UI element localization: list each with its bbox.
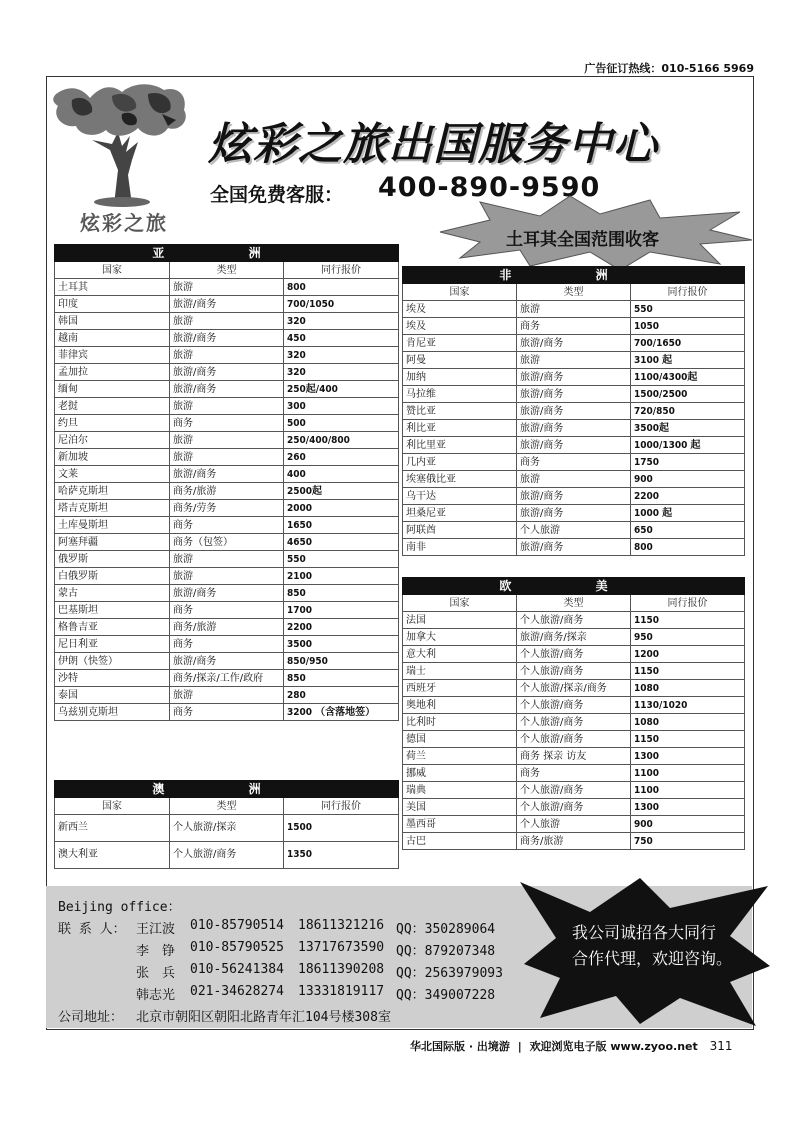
country-cell: 几内亚 (403, 454, 517, 471)
table-row (55, 687, 399, 704)
type-cell: 个人旅游 (517, 522, 631, 539)
price-cell: 320 (284, 364, 399, 381)
country-cell: 瑞士 (403, 663, 517, 680)
price-cell: 1100 (631, 765, 745, 782)
country-cell: 老挝 (55, 398, 170, 415)
type-cell: 商务 探亲 访友 (517, 748, 631, 765)
table-row (403, 505, 745, 522)
price-cell: 1080 (631, 714, 745, 731)
footer-publication: 华北国际版 · 出境游 (410, 1040, 510, 1053)
col-price: 同行报价 (284, 798, 399, 815)
country-cell: 文莱 (55, 466, 170, 483)
type-cell: 旅游/商务 (170, 381, 284, 398)
contact-phone: 021-34628274 (190, 984, 284, 999)
type-cell: 个人旅游/商务 (517, 782, 631, 799)
type-cell: 旅游/商务 (517, 335, 631, 352)
price-cell: 800 (284, 279, 399, 296)
table-row (403, 318, 745, 335)
price-cell: 1100/4300起 (631, 369, 745, 386)
table-row (55, 568, 399, 585)
country-cell: 越南 (55, 330, 170, 347)
type-cell: 旅游 (170, 551, 284, 568)
price-cell: 800 (631, 539, 745, 556)
price-cell: 300 (284, 398, 399, 415)
table-row (403, 799, 745, 816)
type-cell: 旅游/商务 (170, 653, 284, 670)
price-cell: 1080 (631, 680, 745, 697)
table-row (403, 369, 745, 386)
table-row (403, 522, 745, 539)
type-cell: 个人旅游/商务 (170, 842, 284, 869)
type-cell: 旅游/商务 (517, 403, 631, 420)
type-cell: 商务/探亲/工作/政府 (170, 670, 284, 687)
price-cell: 320 (284, 313, 399, 330)
country-cell: 美国 (403, 799, 517, 816)
europe-title: 欧 美 (403, 578, 745, 595)
recruit-line-1: 我公司诚招各大同行 (572, 923, 717, 942)
country-cell: 缅甸 (55, 381, 170, 398)
hotline-label: 全国免费客服： (210, 184, 344, 206)
country-cell: 马拉维 (403, 386, 517, 403)
price-cell: 900 (631, 816, 745, 833)
footer-separator: | (517, 1040, 522, 1053)
table-row (55, 619, 399, 636)
type-cell: 商务 (170, 704, 284, 721)
price-cell: 400 (284, 466, 399, 483)
address-label: 公司地址： (58, 1010, 124, 1025)
table-row (55, 313, 399, 330)
type-cell: 商务（包签） (170, 534, 284, 551)
price-cell: 1700 (284, 602, 399, 619)
table-row (403, 731, 745, 748)
table-row (403, 488, 745, 505)
table-row (55, 415, 399, 432)
type-cell: 旅游 (170, 449, 284, 466)
price-cell: 2500起 (284, 483, 399, 500)
country-cell: 加拿大 (403, 629, 517, 646)
address: 北京市朝阳区朝阳北路青年汇104号楼308室 (136, 1010, 391, 1025)
type-cell: 旅游/商务 (517, 505, 631, 522)
table-row (55, 330, 399, 347)
country-cell: 埃及 (403, 301, 517, 318)
price-cell: 1500 (284, 815, 399, 842)
type-cell: 个人旅游/商务 (517, 799, 631, 816)
recruit-line-2: 合作代理，欢迎咨询。 (572, 949, 733, 968)
country-cell: 尼泊尔 (55, 432, 170, 449)
country-cell: 蒙古 (55, 585, 170, 602)
price-cell: 1130/1020 (631, 697, 745, 714)
country-cell: 菲律宾 (55, 347, 170, 364)
price-cell: 1000/1300 起 (631, 437, 745, 454)
price-cell: 280 (284, 687, 399, 704)
price-cell: 850 (284, 585, 399, 602)
turkey-notice: 土耳其全国范围收客 (506, 230, 659, 250)
country-cell: 巴基斯坦 (55, 602, 170, 619)
country-cell: 尼日利亚 (55, 636, 170, 653)
price-cell: 1750 (631, 454, 745, 471)
col-type: 类型 (517, 284, 631, 301)
type-cell: 旅游/商务 (170, 466, 284, 483)
contact-qq: QQ：349007228 (396, 988, 496, 1003)
type-cell: 商务 (170, 415, 284, 432)
country-cell: 土库曼斯坦 (55, 517, 170, 534)
table-row (403, 612, 745, 629)
type-cell: 旅游 (517, 301, 631, 318)
price-cell: 700/1650 (631, 335, 745, 352)
table-row (55, 551, 399, 568)
country-cell: 澳大利亚 (55, 842, 170, 869)
table-row (403, 646, 745, 663)
type-cell: 旅游/商务 (517, 437, 631, 454)
country-cell: 乌干达 (403, 488, 517, 505)
type-cell: 旅游 (517, 471, 631, 488)
table-row (55, 534, 399, 551)
price-cell: 1350 (284, 842, 399, 869)
type-cell: 个人旅游/探亲 (170, 815, 284, 842)
country-cell: 墨西哥 (403, 816, 517, 833)
type-cell: 个人旅游/探亲/商务 (517, 680, 631, 697)
table-row (55, 653, 399, 670)
country-cell: 泰国 (55, 687, 170, 704)
type-cell: 商务/旅游 (170, 483, 284, 500)
col-price: 同行报价 (631, 284, 745, 301)
type-cell: 旅游 (170, 568, 284, 585)
table-row (55, 432, 399, 449)
table-row (403, 420, 745, 437)
contact-qq: QQ：879207348 (396, 944, 496, 959)
contact-qq: QQ：2563979093 (396, 966, 503, 981)
table-row (403, 301, 745, 318)
country-cell: 法国 (403, 612, 517, 629)
footer (410, 1038, 733, 1054)
table-row (403, 833, 745, 850)
price-cell: 720/850 (631, 403, 745, 420)
price-cell: 900 (631, 471, 745, 488)
price-cell: 250起/400 (284, 381, 399, 398)
type-cell: 商务 (170, 602, 284, 619)
price-cell: 260 (284, 449, 399, 466)
contact-mobile: 13331819117 (298, 984, 385, 999)
contact-qq: QQ：350289064 (396, 922, 496, 937)
type-cell: 商务 (170, 636, 284, 653)
country-cell: 阿联酋 (403, 522, 517, 539)
country-cell: 沙特 (55, 670, 170, 687)
price-cell: 650 (631, 522, 745, 539)
table-row (403, 697, 745, 714)
contact-name: 韩志光 (136, 988, 176, 1003)
country-cell: 利比亚 (403, 420, 517, 437)
europe-table (402, 577, 745, 850)
type-cell: 商务/旅游 (170, 619, 284, 636)
type-cell: 商务 (170, 517, 284, 534)
price-cell: 2200 (284, 619, 399, 636)
ad-hotline: 广告征订热线：010-5166 5969 (584, 62, 754, 75)
country-cell: 奥地利 (403, 697, 517, 714)
country-cell: 阿塞拜疆 (55, 534, 170, 551)
type-cell: 个人旅游/商务 (517, 612, 631, 629)
country-cell: 哈萨克斯坦 (55, 483, 170, 500)
type-cell: 商务 (517, 318, 631, 335)
price-cell: 1050 (631, 318, 745, 335)
type-cell: 旅游 (170, 398, 284, 415)
table-row (403, 352, 745, 369)
price-cell: 1500/2500 (631, 386, 745, 403)
table-row (55, 398, 399, 415)
table-row (403, 335, 745, 352)
country-cell: 白俄罗斯 (55, 568, 170, 585)
table-row (55, 704, 399, 721)
country-cell: 孟加拉 (55, 364, 170, 381)
col-country: 国家 (403, 595, 517, 612)
logo-text: 炫彩之旅 (80, 211, 168, 235)
price-cell: 1150 (631, 612, 745, 629)
price-cell: 320 (284, 347, 399, 364)
table-row (403, 471, 745, 488)
country-cell: 赞比亚 (403, 403, 517, 420)
price-cell: 1300 (631, 748, 745, 765)
country-cell: 土耳其 (55, 279, 170, 296)
col-country: 国家 (55, 798, 170, 815)
table-row (403, 437, 745, 454)
footer-invite: 欢迎浏览电子版 www.zyoo.net (529, 1040, 698, 1053)
type-cell: 旅游 (170, 279, 284, 296)
country-cell: 比利时 (403, 714, 517, 731)
table-row (403, 765, 745, 782)
country-cell: 坦桑尼亚 (403, 505, 517, 522)
oceania-table (54, 780, 399, 869)
country-cell: 利比里亚 (403, 437, 517, 454)
type-cell: 旅游 (170, 687, 284, 704)
table-row (55, 279, 399, 296)
price-cell: 750 (631, 833, 745, 850)
country-cell: 印度 (55, 296, 170, 313)
type-cell: 旅游/商务 (170, 330, 284, 347)
price-cell: 3100 起 (631, 352, 745, 369)
price-cell: 2000 (284, 500, 399, 517)
table-row (55, 483, 399, 500)
type-cell: 旅游/商务 (170, 296, 284, 313)
country-cell: 新西兰 (55, 815, 170, 842)
contact-name: 张 兵 (136, 966, 176, 981)
country-cell: 埃塞俄比亚 (403, 471, 517, 488)
office-heading: Beijing office： (58, 900, 181, 915)
contact-name: 李 铮 (136, 944, 176, 959)
price-cell: 950 (631, 629, 745, 646)
contact-phone: 010-85790525 (190, 940, 284, 955)
contact-mobile: 18611321216 (298, 918, 385, 933)
country-cell: 西班牙 (403, 680, 517, 697)
country-cell: 荷兰 (403, 748, 517, 765)
type-cell: 商务/劳务 (170, 500, 284, 517)
country-cell: 乌兹别克斯坦 (55, 704, 170, 721)
oceania-title: 澳 洲 (55, 781, 399, 798)
col-type: 类型 (170, 262, 284, 279)
table-row (55, 636, 399, 653)
price-cell: 850/950 (284, 653, 399, 670)
type-cell: 旅游/商务 (517, 488, 631, 505)
table-row (403, 403, 745, 420)
col-price: 同行报价 (284, 262, 399, 279)
price-cell: 2200 (631, 488, 745, 505)
contact-label: 联 系 人： (58, 922, 126, 937)
price-cell: 2100 (284, 568, 399, 585)
table-row (403, 748, 745, 765)
contact-name: 王江波 (136, 922, 176, 937)
price-cell: 1150 (631, 663, 745, 680)
type-cell: 旅游 (170, 432, 284, 449)
type-cell: 个人旅游/商务 (517, 663, 631, 680)
price-cell: 1300 (631, 799, 745, 816)
table-row (55, 670, 399, 687)
country-cell: 德国 (403, 731, 517, 748)
country-cell: 俄罗斯 (55, 551, 170, 568)
type-cell: 个人旅游/商务 (517, 714, 631, 731)
price-cell: 250/400/800 (284, 432, 399, 449)
country-cell: 肯尼亚 (403, 335, 517, 352)
table-row (403, 782, 745, 799)
type-cell: 旅游 (170, 347, 284, 364)
table-row (55, 815, 399, 842)
price-cell: 700/1050 (284, 296, 399, 313)
table-row (55, 364, 399, 381)
type-cell: 旅游 (517, 352, 631, 369)
price-cell: 550 (284, 551, 399, 568)
country-cell: 意大利 (403, 646, 517, 663)
table-row (55, 347, 399, 364)
page-number: 311 (709, 1039, 733, 1053)
table-row (55, 517, 399, 534)
asia-title: 亚 洲 (55, 245, 399, 262)
type-cell: 旅游/商务 (517, 386, 631, 403)
hotline-number: 400-890-9590 (378, 172, 601, 203)
table-row (55, 466, 399, 483)
price-cell: 850 (284, 670, 399, 687)
type-cell: 商务 (517, 454, 631, 471)
africa-title: 非 洲 (403, 267, 745, 284)
country-cell: 古巴 (403, 833, 517, 850)
country-cell: 新加坡 (55, 449, 170, 466)
country-cell: 阿曼 (403, 352, 517, 369)
type-cell: 旅游/商务 (517, 420, 631, 437)
table-row (55, 500, 399, 517)
country-cell: 挪威 (403, 765, 517, 782)
price-cell: 1150 (631, 731, 745, 748)
country-cell: 瑞典 (403, 782, 517, 799)
page-title: 炫彩之旅出国服务中心 (208, 119, 658, 170)
col-price: 同行报价 (631, 595, 745, 612)
table-row (403, 663, 745, 680)
country-cell: 塔吉克斯坦 (55, 500, 170, 517)
col-type: 类型 (517, 595, 631, 612)
type-cell: 商务/旅游 (517, 833, 631, 850)
table-row (55, 585, 399, 602)
price-cell: 3500 (284, 636, 399, 653)
table-row (403, 629, 745, 646)
col-type: 类型 (170, 798, 284, 815)
table-row (55, 449, 399, 466)
col-country: 国家 (55, 262, 170, 279)
type-cell: 旅游/商务 (517, 369, 631, 386)
country-cell: 韩国 (55, 313, 170, 330)
table-row (403, 680, 745, 697)
type-cell: 个人旅游 (517, 816, 631, 833)
price-cell: 550 (631, 301, 745, 318)
price-cell: 450 (284, 330, 399, 347)
country-cell: 约旦 (55, 415, 170, 432)
price-cell: 3200 （含落地签） (284, 704, 399, 721)
country-cell: 伊朗（快签） (55, 653, 170, 670)
price-cell: 500 (284, 415, 399, 432)
tree-logo-icon (52, 80, 192, 210)
type-cell: 个人旅游/商务 (517, 697, 631, 714)
table-row (55, 842, 399, 869)
table-row (55, 296, 399, 313)
table-row (403, 454, 745, 471)
contact-mobile: 18611390208 (298, 962, 385, 977)
type-cell: 商务 (517, 765, 631, 782)
country-cell: 埃及 (403, 318, 517, 335)
price-cell: 1650 (284, 517, 399, 534)
contact-phone: 010-85790514 (190, 918, 284, 933)
price-cell: 3500起 (631, 420, 745, 437)
table-row (403, 816, 745, 833)
type-cell: 个人旅游/商务 (517, 646, 631, 663)
price-cell: 4650 (284, 534, 399, 551)
col-country: 国家 (403, 284, 517, 301)
price-cell: 1000 起 (631, 505, 745, 522)
country-cell: 格鲁吉亚 (55, 619, 170, 636)
table-row (403, 539, 745, 556)
type-cell: 旅游/商务 (170, 585, 284, 602)
asia-table (54, 244, 399, 721)
country-cell: 加纳 (403, 369, 517, 386)
contact-mobile: 13717673590 (298, 940, 385, 955)
type-cell: 旅游/商务 (517, 539, 631, 556)
contact-phone: 010-56241384 (190, 962, 284, 977)
price-cell: 1200 (631, 646, 745, 663)
price-cell: 1100 (631, 782, 745, 799)
country-cell: 南非 (403, 539, 517, 556)
type-cell: 个人旅游/商务 (517, 731, 631, 748)
table-row (403, 714, 745, 731)
africa-table (402, 266, 745, 556)
type-cell: 旅游 (170, 313, 284, 330)
table-row (55, 602, 399, 619)
type-cell: 旅游/商务/探亲 (517, 629, 631, 646)
table-row (403, 386, 745, 403)
type-cell: 旅游/商务 (170, 364, 284, 381)
table-row (55, 381, 399, 398)
